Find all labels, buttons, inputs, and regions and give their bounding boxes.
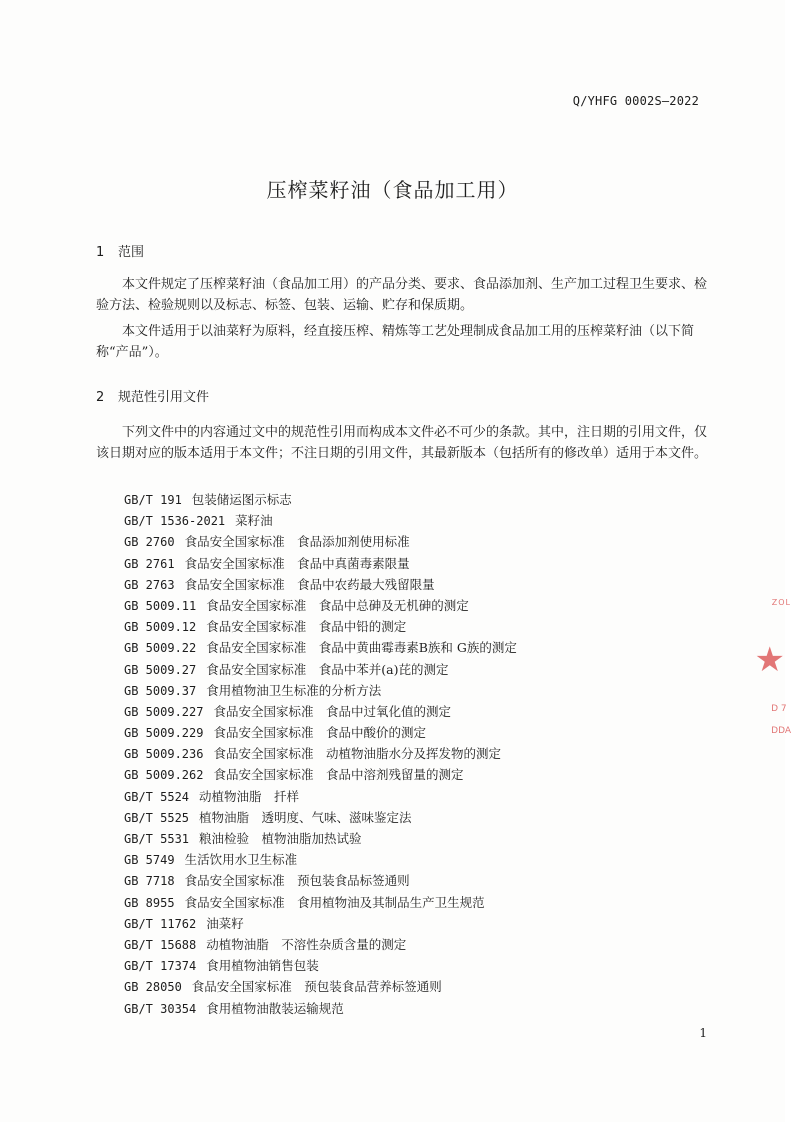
- document-code: Q/YHFG 0002S—2022: [572, 94, 699, 108]
- reference-title: 动植物油脂 扦样: [199, 788, 300, 804]
- reference-item: [124, 722, 517, 743]
- reference-title: 油菜籽: [206, 915, 244, 931]
- reference-title: 食品安全国家标准 食品中真菌毒素限量: [184, 555, 410, 571]
- reference-item: [124, 892, 517, 913]
- section-number: 1: [96, 245, 105, 260]
- reference-title: 食品安全国家标准 动植物油脂水分及挥发物的测定: [213, 746, 501, 762]
- reference-item: [124, 574, 517, 595]
- reference-item: [124, 764, 517, 785]
- reference-code: GB/T 1536-2021: [124, 514, 226, 529]
- section-2-paragraph-1: 下列文件中的内容通过文中的规范性引用而构成本文件必不可少的条款。其中，注日期的引用文件，仅该日期对应的版本适用于本文件；不注日期的引用文件，其最新版本（包括所有的修改单）适用于本文件。: [96, 425, 708, 461]
- section-1-paragraph-2: 本文件适用于以油菜籽为原料，经直接压榨、精炼等工艺处理制成食品加工用的压榨菜籽油（以下简称“产品”）。: [96, 324, 695, 360]
- document-title: 压榨菜籽油（食品加工用）: [266, 178, 519, 202]
- reference-item: [124, 786, 517, 807]
- reference-title: 食用植物油散装运输规范: [206, 1000, 344, 1016]
- reference-title: 食品安全国家标准 食品中农药最大残留限量: [184, 576, 435, 592]
- reference-list: [124, 489, 517, 1019]
- reference-code: GB/T 11762: [124, 916, 197, 931]
- reference-code: GB 5009.27: [124, 662, 197, 677]
- reference-item: [124, 553, 517, 574]
- reference-item: [124, 998, 517, 1019]
- section-number: 2: [96, 390, 105, 405]
- reference-title: 食品安全国家标准 食用植物油及其制品生产卫生规范: [184, 894, 485, 910]
- reference-code: GB/T 17374: [124, 959, 197, 974]
- reference-item: [124, 743, 517, 764]
- reference-item: [124, 913, 517, 934]
- reference-item: [124, 637, 517, 658]
- reference-item: [124, 870, 517, 891]
- seal-star-icon: ★: [754, 640, 785, 680]
- reference-title: 食品安全国家标准 食品中过氧化值的测定: [213, 703, 451, 719]
- reference-title: 食品安全国家标准 食品中酸价的测定: [213, 725, 426, 741]
- reference-item: [124, 659, 517, 680]
- reference-item: [124, 934, 517, 955]
- reference-code: GB 5749: [124, 853, 175, 868]
- reference-item: [124, 807, 517, 828]
- reference-code: GB/T 191: [124, 493, 182, 507]
- reference-code: GB/T 30354: [124, 1001, 197, 1016]
- reference-title: 粮油检验 植物油脂加热试验: [199, 831, 362, 846]
- seal-text-lines: [771, 698, 791, 742]
- reference-code: GB 5009.227: [124, 704, 204, 719]
- official-seal: [749, 588, 791, 758]
- reference-item: [124, 955, 517, 976]
- reference-code: GB 28050: [124, 980, 182, 995]
- reference-code: GB 8955: [124, 895, 175, 910]
- seal-text-mid: D 7: [771, 704, 787, 714]
- reference-title: 食品安全国家标准 食品中总砷及无机砷的测定: [206, 597, 469, 613]
- reference-code: GB 5009.262: [124, 768, 204, 783]
- reference-title: 食用植物油销售包装: [206, 958, 319, 974]
- reference-code: GB 2760: [124, 535, 175, 550]
- seal-text-bottom: DDA: [771, 726, 791, 736]
- reference-item: [124, 701, 517, 722]
- reference-code: GB 5009.236: [124, 747, 204, 762]
- reference-item: [124, 489, 517, 510]
- reference-item: [124, 531, 517, 552]
- reference-code: GB 2761: [124, 556, 175, 571]
- section-1-heading: [96, 241, 144, 260]
- reference-title: 食品安全国家标准 食品中溶剂残留量的测定: [213, 767, 464, 783]
- reference-code: GB/T 15688: [124, 937, 197, 952]
- reference-item: [124, 976, 517, 997]
- reference-title: 食品安全国家标准 食品添加剂使用标准: [184, 534, 410, 550]
- reference-code: GB 5009.37: [124, 683, 197, 698]
- reference-title: 食品安全国家标准 预包装食品标签通则: [184, 873, 410, 889]
- reference-code: GB 5009.11: [124, 598, 197, 613]
- section-1-paragraph-1: 本文件规定了压榨菜籽油（食品加工用）的产品分类、要求、食品添加剂、生产加工过程卫生要求、检验方法、检验规则以及标志、标签、包装、运输、贮存和保质期。: [96, 277, 708, 313]
- reference-code: GB 5009.229: [124, 726, 204, 741]
- reference-item: [124, 616, 517, 637]
- reference-item: [124, 510, 517, 531]
- section-2-heading: [96, 386, 209, 405]
- page-number: 1: [699, 1026, 707, 1040]
- reference-title: 食品安全国家标准 预包装食品营养标签通则: [191, 979, 442, 995]
- section-title: 范围: [118, 245, 145, 260]
- reference-code: GB/T 5524: [124, 789, 190, 804]
- reference-title: 菜籽油: [235, 513, 273, 529]
- reference-item: [124, 680, 517, 701]
- reference-title: 食品安全国家标准 食品中铅的测定: [206, 619, 407, 635]
- reference-item: [124, 828, 517, 849]
- reference-code: GB 5009.12: [124, 620, 197, 635]
- reference-code: GB 5009.22: [124, 641, 197, 656]
- reference-title: 食品安全国家标准 食品中黄曲霉毒素B族和 G族的测定: [206, 640, 517, 656]
- section-title: 规范性引用文件: [118, 390, 210, 405]
- reference-item: [124, 849, 517, 870]
- reference-code: GB 2763: [124, 577, 175, 592]
- reference-code: GB/T 5531: [124, 832, 190, 846]
- reference-title: 食用植物油卫生标准的分析方法: [206, 682, 382, 698]
- reference-code: GB/T 5525: [124, 810, 190, 825]
- reference-title: 植物油脂 透明度、气味、滋味鉴定法: [199, 809, 412, 825]
- reference-title: 生活饮用水卫生标准: [184, 852, 298, 868]
- reference-code: GB 7718: [124, 874, 175, 889]
- reference-title: 包装储运图示标志: [191, 492, 292, 507]
- seal-text-top: ZOL: [771, 598, 791, 607]
- reference-title: 动植物油脂 不溶性杂质含量的测定: [206, 936, 407, 952]
- reference-title: 食品安全国家标准 食品中苯并(a)芘的测定: [206, 661, 449, 677]
- reference-item: [124, 595, 517, 616]
